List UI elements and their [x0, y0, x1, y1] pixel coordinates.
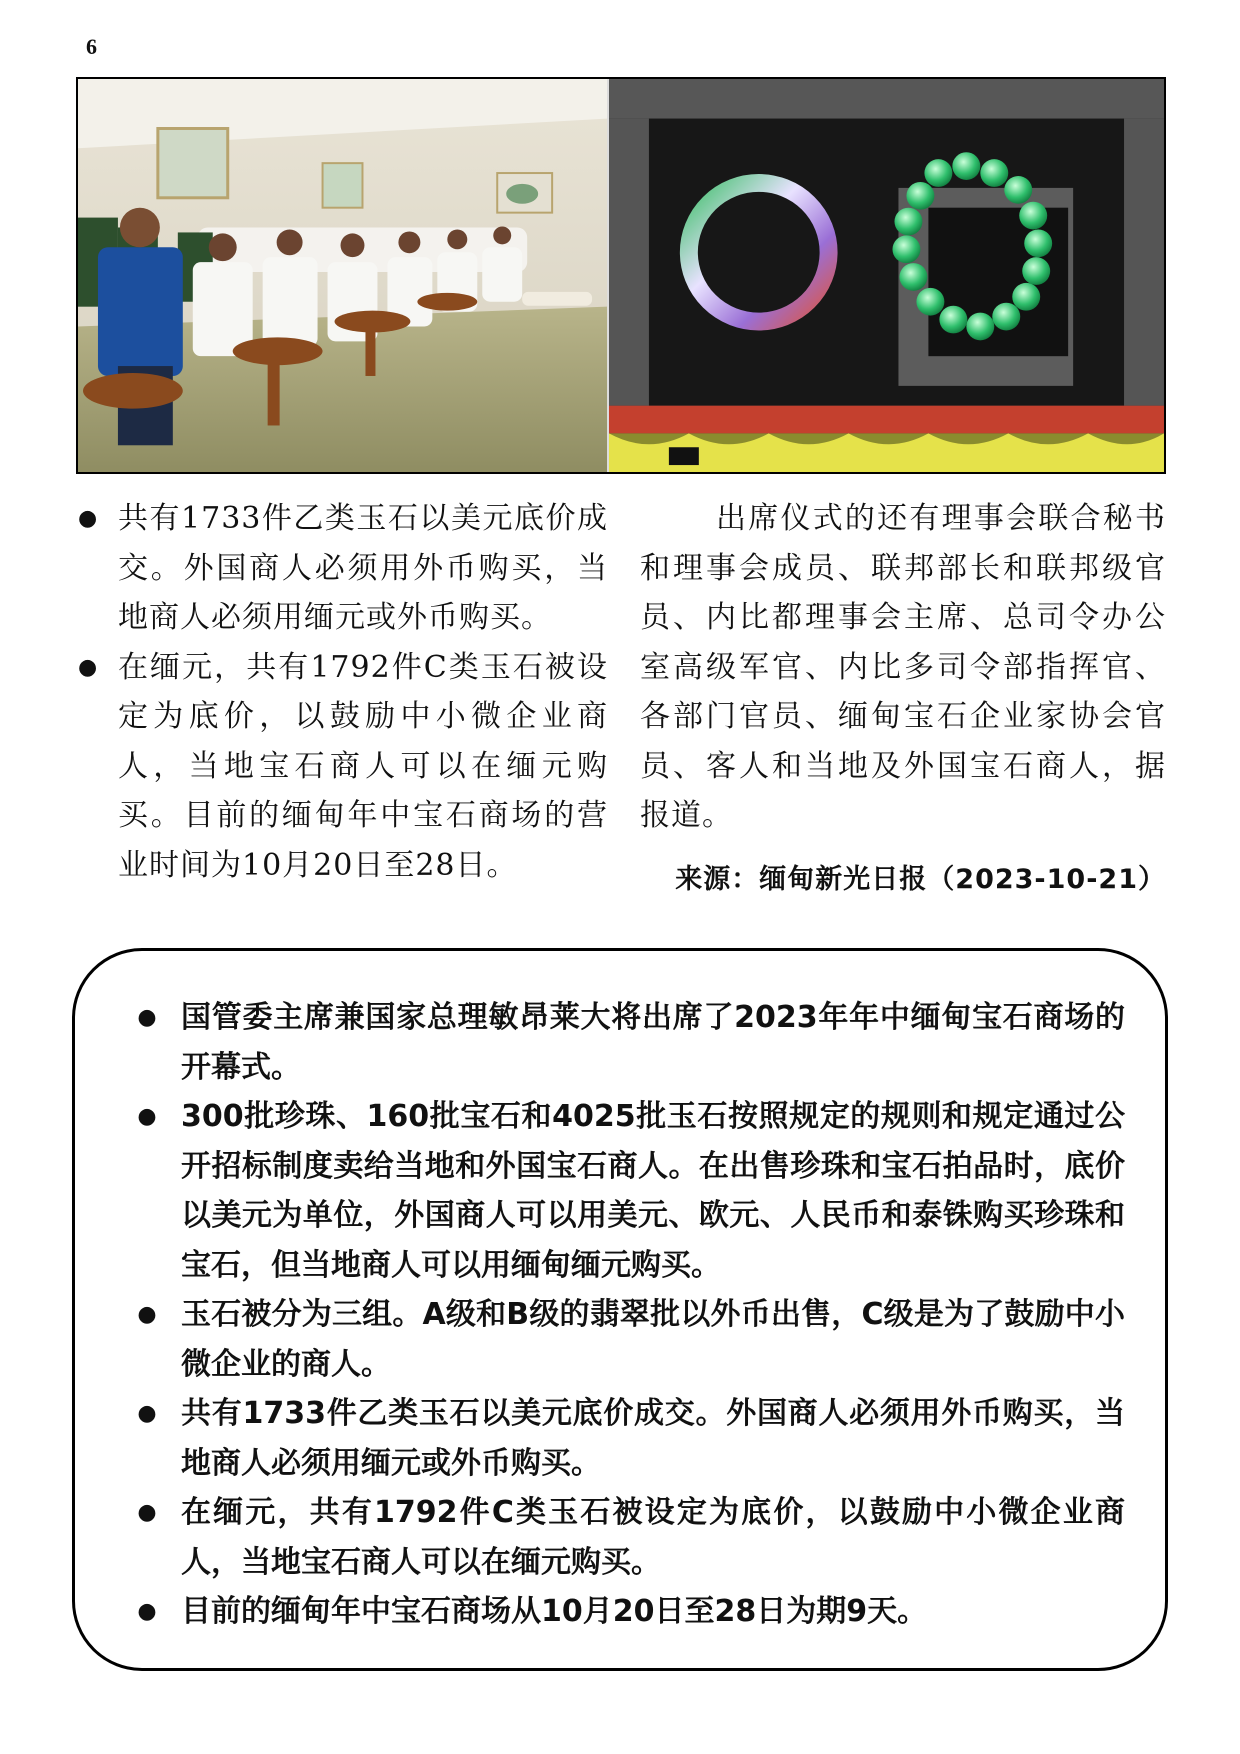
summary-list — [113, 993, 1125, 1637]
list-item — [78, 494, 608, 643]
audience-photo — [78, 79, 609, 472]
bullet-icon: ● — [137, 1104, 157, 1129]
left-bullet-list — [78, 494, 608, 890]
bullet-icon: ● — [137, 1401, 157, 1426]
right-column — [640, 494, 1166, 904]
bullet-icon: ● — [137, 1599, 157, 1624]
photo-strip — [76, 77, 1166, 474]
list-item — [78, 643, 608, 891]
list-item — [113, 1488, 1125, 1587]
list-item-text: 共有1733件乙类玉石以美元底价成交。外国商人必须用外币购买，当地商人必须用缅元或外币购买。 — [181, 1396, 1125, 1481]
list-item-text: 共有1733件乙类玉石以美元底价成交。外国商人必须用外币购买，当地商人必须用缅元或外币购买。 — [118, 501, 608, 635]
page-number: 6 — [86, 34, 97, 59]
bullet-icon: ● — [137, 1500, 157, 1525]
list-item-text: 在缅元，共有1792件C类玉石被设定为底价，以鼓励中小微企业商人，当地宝石商人可以在缅元购买。目前的缅甸年中宝石商场的营业时间为10月20日至28日。 — [118, 649, 608, 883]
list-item — [113, 993, 1125, 1092]
source-citation: 来源：缅甸新光日报（2023-10-21） — [675, 863, 1166, 895]
list-item-text: 玉石被分为三组。A级和B级的翡翠批以外币出售，C级是为了鼓励中小微企业的商人。 — [181, 1297, 1125, 1382]
list-item — [113, 1092, 1125, 1290]
list-item — [113, 1389, 1125, 1488]
jade-screen-photo — [609, 79, 1164, 472]
list-item-text: 300批珍珠、160批宝石和4025批玉石按照规定的规则和规定通过公开招标制度卖给当地和外国宝石商人。在出售珍珠和宝石拍品时，底价以美元为单位，外国商人可以用美元、欧元、人民币和泰铢购买珍珠和宝石，但当地商人可以用缅甸缅元购买。 — [181, 1099, 1125, 1283]
bullet-icon: ● — [78, 654, 99, 680]
list-item — [113, 1587, 1125, 1637]
list-item-text: 在缅元，共有1792件C类玉石被设定为底价，以鼓励中小微企业商人，当地宝石商人可以在缅元购买。 — [181, 1495, 1125, 1580]
list-item-text: 目前的缅甸年中宝石商场从10月20日至28日为期9天。 — [181, 1594, 928, 1629]
bullet-icon: ● — [78, 506, 99, 531]
summary-box — [72, 948, 1168, 1671]
list-item — [113, 1290, 1125, 1389]
bullet-icon: ● — [137, 1005, 157, 1030]
attendees-paragraph: 出席仪式的还有理事会联合秘书和理事会成员、联邦部长和联邦级官员、内比都理事会主席、总司令办公室高级军官、内比多司令部指挥官、各部门官员、缅甸宝石企业家协会官员、客人和当地及外国宝石商人，据报道。 — [640, 501, 1166, 833]
list-item-text: 国管委主席兼国家总理敏昂莱大将出席了2023年年中缅甸宝石商场的开幕式。 — [181, 1000, 1125, 1085]
bullet-icon: ● — [137, 1302, 157, 1327]
left-column — [78, 494, 608, 890]
